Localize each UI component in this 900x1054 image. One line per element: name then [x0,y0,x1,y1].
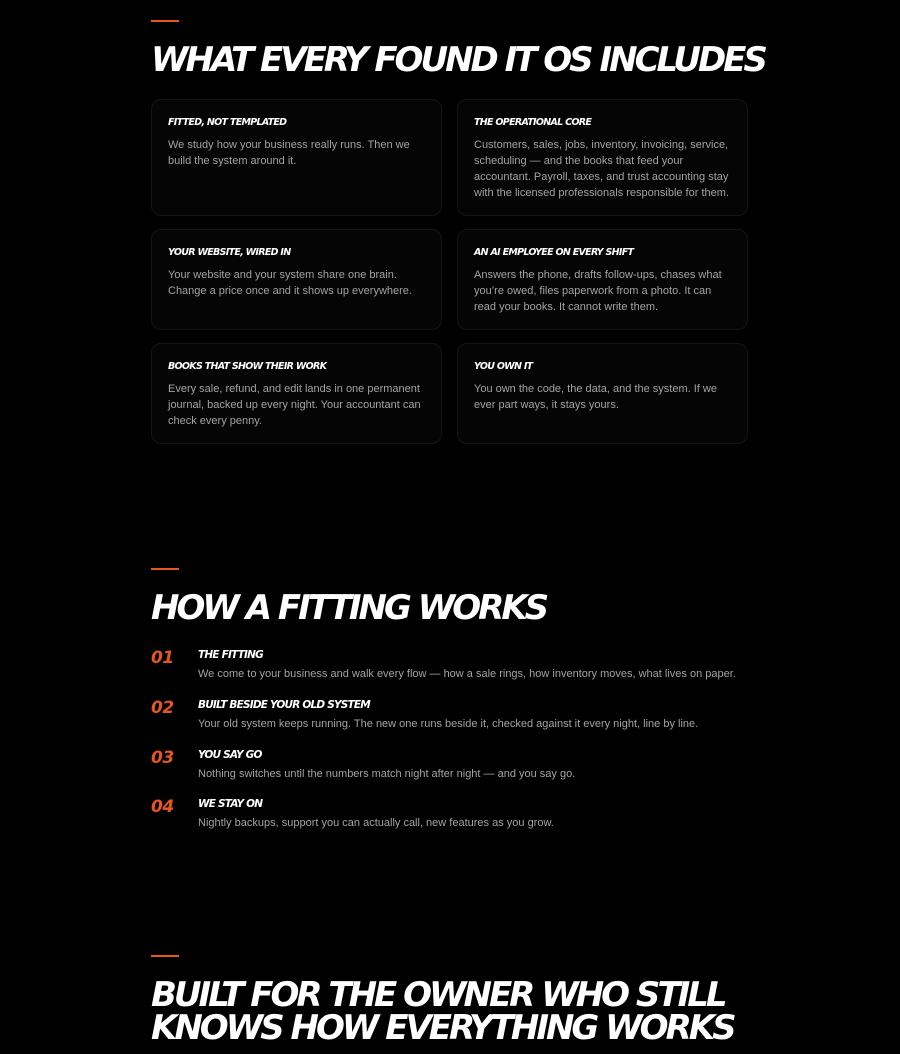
feature-card-operational-core [457,99,748,216]
card-title: YOUR WEBSITE, WIRED IN [168,247,291,258]
step-description: Your old system keeps running. The new one runs beside it, checked against it every night, line by line. [198,718,699,730]
fitting-step [151,648,751,688]
card-body: Customers, sales, jobs, inventory, invoicing, service, scheduling — and the books that feed your accountant. Payroll, taxes, and trust accounting stay with the licensed professionals responsible for them. [474,139,729,199]
step-title: BUILT BESIDE YOUR OLD SYSTEM [198,699,370,711]
fitting-step [151,748,751,788]
card-title: YOU OWN IT [474,361,533,372]
card-title: BOOKS THAT SHOW THEIR WORK [168,361,327,372]
step-number: 04 [151,797,174,817]
section-accent-rule [151,955,179,957]
feature-card-ownership [457,343,748,444]
feature-card-books [151,343,442,444]
card-body: We study how your business really runs. Then we build the system around it. [168,139,410,167]
step-description: Nightly backups, support you can actually call, new features as you grow. [198,817,554,829]
step-title: YOU SAY GO [198,749,262,761]
fitting-step [151,698,751,738]
step-number: 02 [151,698,174,718]
feature-card-ai-employee [457,229,748,330]
card-title: FITTED, NOT TEMPLATED [168,117,287,128]
feature-card-website [151,229,442,330]
step-description: We come to your business and walk every flow — how a sale rings, how inventory moves, what lives on paper. [198,668,736,680]
includes-section-title: WHAT EVERY FOUND IT OS INCLUDES [151,40,765,80]
step-title: WE STAY ON [198,798,263,810]
step-description: Nothing switches until the numbers match night after night — and you say go. [198,768,576,780]
fitting-section-title: HOW A FITTING WORKS [151,588,547,628]
step-number: 01 [151,648,174,668]
card-body: You own the code, the data, and the system. If we ever part ways, it stays yours. [474,383,717,411]
card-body: Your website and your system share one brain. Change a price once and it shows up everywhere. [168,269,412,297]
feature-card-fitted [151,99,442,216]
card-body: Answers the phone, drafts follow-ups, chases what you’re owed, files paperwork from a photo. It can read your books. It cannot write them. [474,269,722,313]
step-number: 03 [151,748,174,768]
card-title: THE OPERATIONAL CORE [474,117,592,128]
section-accent-rule [151,20,179,22]
owner-section-title-line2: KNOWS HOW EVERYTHING WORKS [151,1008,734,1048]
section-accent-rule [151,568,179,570]
card-title: AN AI EMPLOYEE ON EVERY SHIFT [474,247,634,258]
card-body: Every sale, refund, and edit lands in one permanent journal, backed up every night. Your accountant can check every penny. [168,383,421,427]
fitting-step [151,797,751,837]
step-title: THE FITTING [198,649,263,661]
owner-section-title-line1: BUILT FOR THE OWNER WHO STILL [151,975,725,1015]
